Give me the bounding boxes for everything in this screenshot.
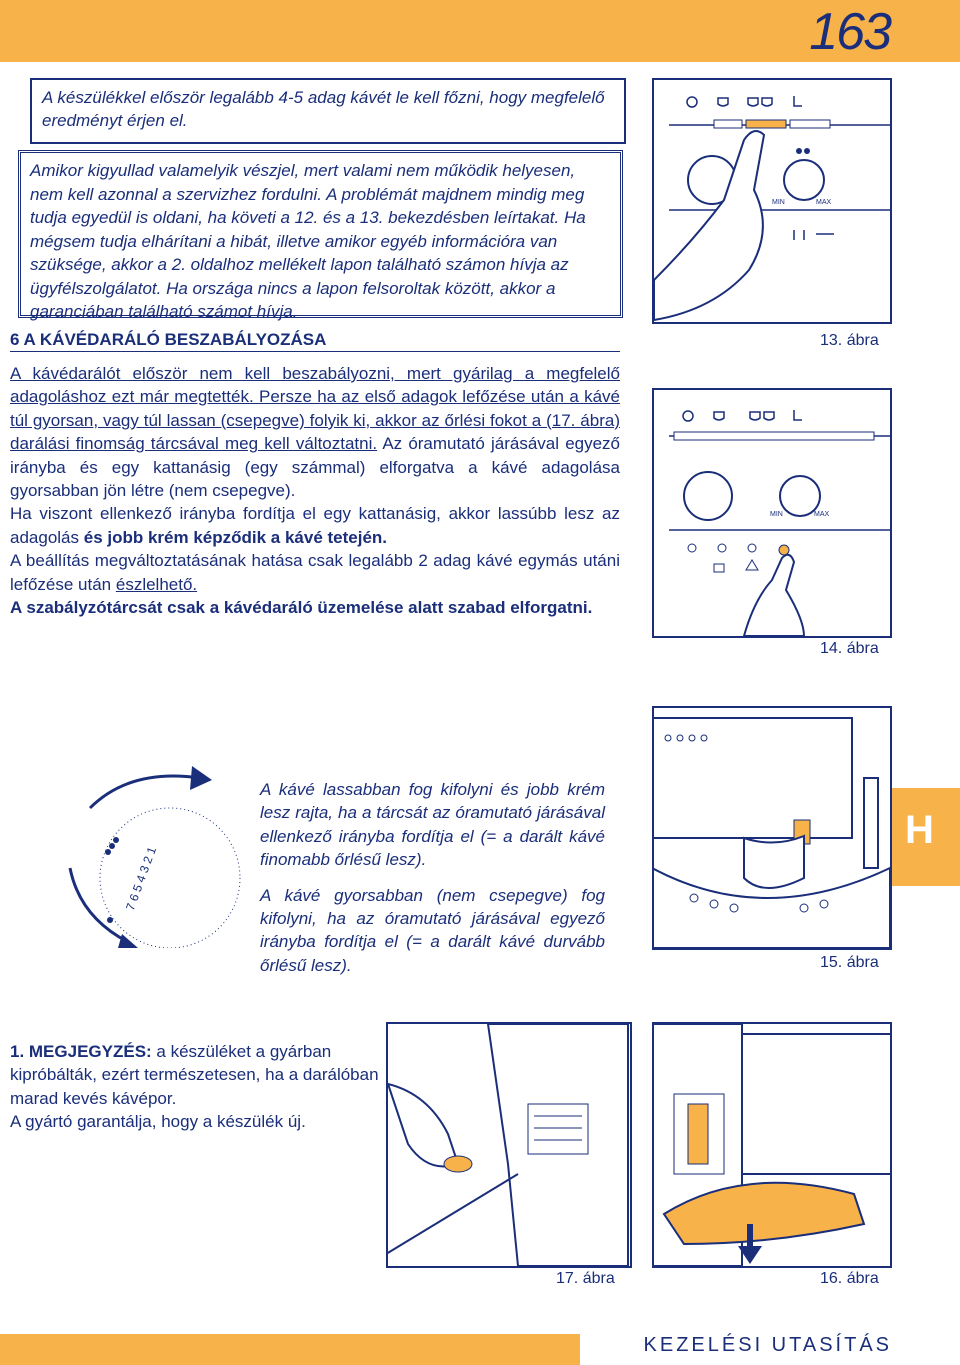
paragraph-3-underlined: észlelhető. — [115, 574, 198, 594]
machine-front-illustration — [654, 708, 890, 948]
paragraph-2-bold: és jobb krém képződik a kávé tetején. — [83, 527, 388, 547]
figure-15 — [652, 706, 892, 950]
grind-dial-illustration — [60, 748, 250, 948]
grinder-adjust-illustration — [388, 1024, 630, 1266]
figure-17 — [386, 1022, 632, 1268]
paragraph-1 — [10, 362, 620, 502]
max-label: MAX — [816, 199, 832, 206]
section-rule — [10, 351, 620, 352]
dial-svg — [60, 748, 250, 948]
paragraph-2 — [10, 502, 620, 549]
warning-text: Amikor kigyullad valamelyik vészjel, mert valami nem működik helyesen, nem kell azonnal a szervizhez fordulni. A problémát majdnem mindig meg tudja egyedül is oldani, ha követi a 12. és a 13. bekezdésben leírtakat. Ha mégsem tudja elhárítani a hibát, illetve amikor egyéb információra van szüksége, akkor a 2. oldalhoz mellékelt lapon található számon hívja az ügyfélszolgálatot. Ha országa nincs a lapon felsoroltak között, akkor a garanciában található számot hívja. — [30, 161, 586, 321]
brew-unit-illustration — [654, 1024, 890, 1266]
svg-text:MIN: MIN — [770, 511, 783, 518]
page-number: 163 — [809, 3, 890, 61]
section-body — [10, 362, 620, 619]
note-1-label: 1. MEGJEGYZÉS: — [10, 1042, 152, 1061]
min-label: MIN — [772, 199, 785, 206]
note-1-body: a készüléket a gyárban kipróbálták, ezért természetesen, ha a darálóban marad kevés kávépor. — [10, 1042, 379, 1108]
paragraph-2-text: Ha viszont ellenkező irányba fordítja el egy kattanásig, akkor lassúbb lesz az adagolás — [10, 504, 620, 547]
note-1-guarantee: A gyártó garantálja, hogy a készülék új. — [10, 1112, 306, 1132]
fig17-caption: 17. ábra — [556, 1270, 615, 1287]
fig13-caption: 13. ábra — [820, 332, 879, 349]
figure-13 — [652, 78, 892, 324]
dial-info-faster: A kávé gyorsabban (nem csepegve) fog kifolyni, ha az óramutató járásával egyező irányba fordítja el (= a darált kávé durvább őrlésű lesz). — [260, 885, 605, 975]
dial-numbers: 7 6 5 4 3 2 1 — [123, 844, 160, 913]
warning-box — [18, 150, 623, 321]
footer-bar-fill — [0, 1334, 580, 1365]
paragraph-4: A szabályzótárcsát csak a kávédaráló üzemelése alatt szabad elforgatni. — [10, 598, 593, 618]
figure-16 — [652, 1022, 892, 1268]
first-use-box — [30, 78, 626, 144]
paragraph-1-underlined: A kávédarálót először nem kell beszabályozni, mert gyárilag a megfelelő adagoláshoz ezt már megtették. Persze ha az első adagok lefőzése után a kávé túl gyorsan, vagy túl lassan (csepegve) folyik ki, akkor az őrlési fokot a (17. ábra) darálási finomság tárcsával meg kell változtatni. — [10, 364, 620, 454]
note-1-text — [10, 1040, 380, 1110]
warning-lights-illustration — [654, 390, 890, 636]
paragraph-3 — [10, 549, 620, 596]
paragraph-3-text: A beállítás megváltoztatásának hatása csak legalább 2 adag kávé egymás utáni lefőzése után — [10, 551, 620, 594]
fig14-caption: 14. ábra — [820, 640, 879, 657]
section-title: 6 A KÁVÉDARÁLÓ BESZABÁLYOZÁSA — [10, 330, 327, 349]
figure-14 — [652, 388, 892, 638]
dial-info-slower: A kávé lassabban fog kifolyni és jobb krém lesz rajta, ha a tárcsát az óramutató járásával ellenkező irányba fordítja el (= a darált kávé finomabb őrlésű lesz). — [260, 780, 605, 870]
control-panel-illustration — [654, 80, 890, 322]
svg-text:MAX: MAX — [814, 511, 830, 518]
fig16-caption: 16. ábra — [820, 1270, 879, 1287]
note-1 — [10, 1040, 380, 1134]
dial-info — [260, 778, 605, 989]
language-tab-letter: H — [905, 808, 934, 852]
paragraph-1-rest: Az óramutató járásával egyező irányba és egy kattanásig (egy számmal) elforgatva a kávé adagolása gyorsabban jön létre (nem csepegve). — [10, 434, 621, 501]
footer-title: KEZELÉSI UTASÍTÁS — [643, 1334, 892, 1356]
fig15-caption: 15. ábra — [820, 954, 879, 971]
first-use-text: A készülékkel először legalább 4-5 adag kávét le kell főzni, hogy megfelelő eredményt érjen el. — [42, 88, 605, 130]
